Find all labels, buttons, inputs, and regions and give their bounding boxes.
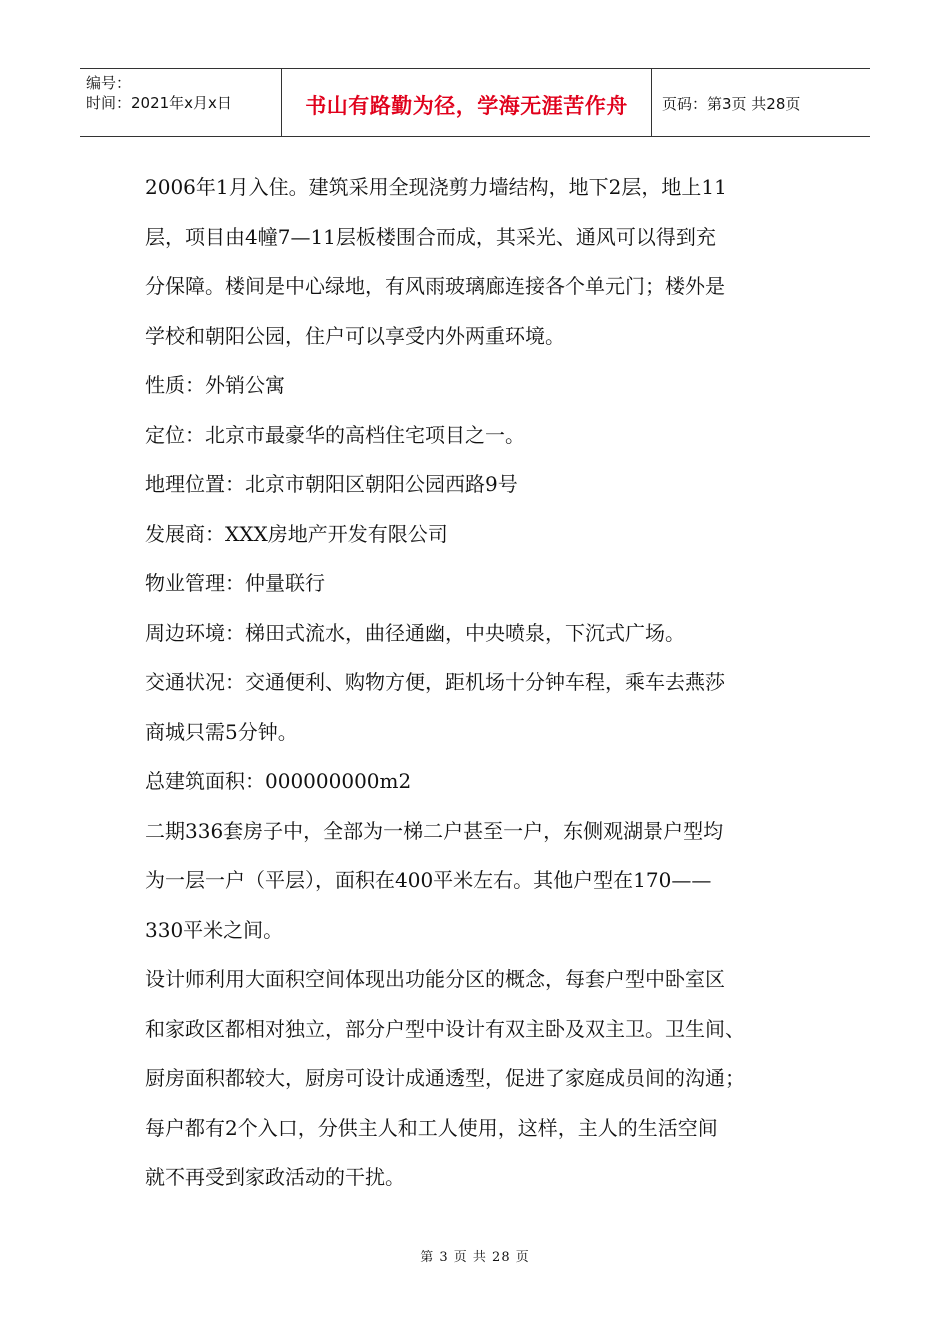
page-footer: 第 3 页 共 28 页 [420, 1250, 530, 1265]
body-line: 和家政区都相对独立，部分户型中设计有双主卧及双主卫。卫生间、 [145, 1016, 745, 1041]
body-line: 物业管理：仲量联行 [145, 571, 325, 595]
body-line: 商城只需5分钟。 [145, 719, 298, 744]
body-line: 设计师利用大面积空间体现出功能分区的概念，每套户型中卧室区 [145, 967, 725, 991]
body-line: 就不再受到家政活动的干扰。 [145, 1165, 405, 1189]
header-motto: 书山有路勤为径，学海无涯苦作舟 [282, 69, 652, 136]
body-line: 每户都有2个入口，分供主人和工人使用，这样，主人的生活空间 [145, 1115, 718, 1140]
header-page-code: 页码：第3页 共28页 [662, 95, 801, 113]
body-line: 分保障。楼间是中心绿地，有风雨玻璃廊连接各个单元门；楼外是 [145, 274, 725, 298]
time-label: 时间：2021年x月x日 [86, 94, 232, 112]
body-line: 厨房面积都较大，厨房可设计成通透型，促进了家庭成员间的沟通； [145, 1066, 745, 1090]
body-line: 总建筑面积：000000000m2 [145, 769, 412, 793]
page-header [80, 68, 870, 137]
body-line: 发展商：XXX房地产开发有限公司 [145, 521, 448, 546]
header-meta [80, 69, 282, 136]
document-body [145, 163, 815, 1203]
body-line: 地理位置：北京市朝阳区朝阳公园西路9号 [145, 472, 518, 496]
serial-label: 编号： [86, 74, 132, 92]
body-line: 学校和朝阳公园，住户可以享受内外两重环境。 [145, 323, 565, 348]
body-line: 周边环境：梯田式流水，曲径通幽，中央喷泉，下沉式广场。 [145, 620, 685, 645]
body-line: 二期336套房子中，全部为一梯二户甚至一户，东侧观湖景户型均 [145, 818, 724, 843]
body-line: 330平米之间。 [145, 917, 284, 942]
body-line: 为一层一户（平层），面积在400平米左右。其他户型在170—— [145, 868, 712, 892]
body-line: 2006年1月入住。建筑采用全现浇剪力墙结构，地下2层，地上11 [145, 175, 727, 199]
body-line: 层，项目由4幢7—11层板楼围合而成，其采光、通风可以得到充 [145, 224, 716, 249]
body-line: 交通状况：交通便利、购物方便，距机场十分钟车程，乘车去燕莎 [145, 670, 725, 694]
body-line: 性质：外销公寓 [145, 373, 285, 397]
body-line: 定位：北京市最豪华的高档住宅项目之一。 [145, 422, 525, 447]
